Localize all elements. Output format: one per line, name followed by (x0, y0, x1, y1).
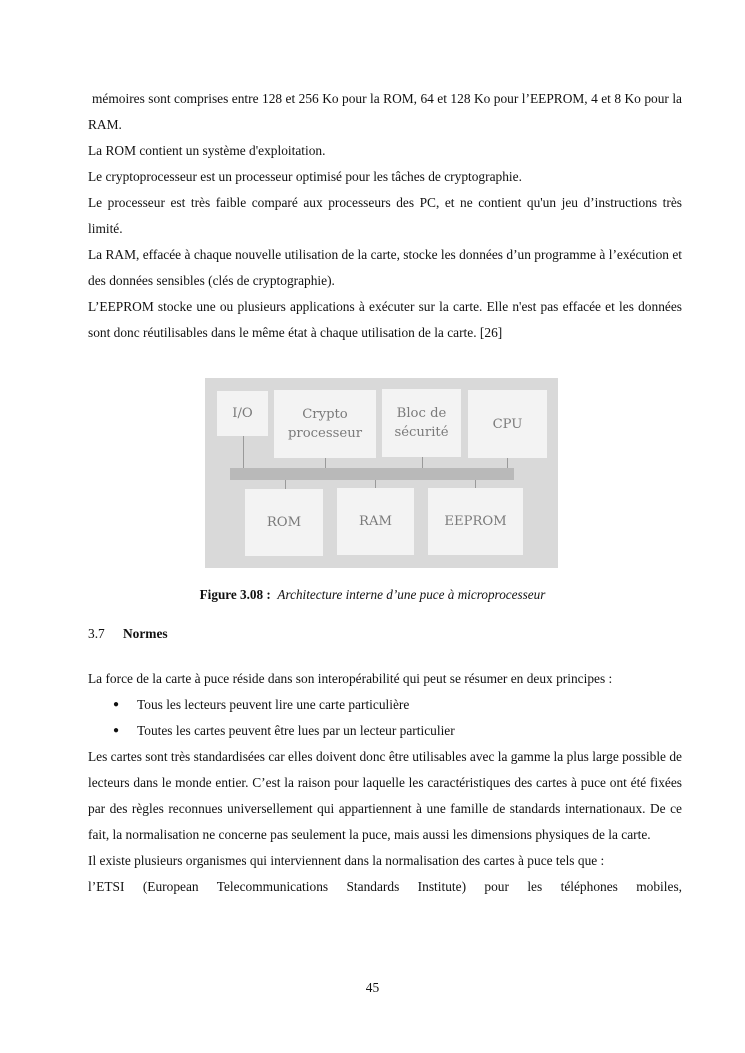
bus-connector (243, 436, 244, 468)
principles-list (88, 692, 682, 744)
figure-caption (0, 587, 745, 603)
paragraph-ram: La RAM, effacée à chaque nouvelle utilisation de la carte, stocke les données d’un programme à l’exécution et des données sensibles (clés de cryptographie). (88, 247, 682, 288)
block-eeprom: EEPROM (428, 488, 523, 555)
paragraph-organizations: Il existe plusieurs organismes qui interviennent dans la normalisation des cartes à puce tels que : (88, 853, 605, 868)
block-ram: RAM (337, 488, 414, 555)
paragraph-eeprom: L’EEPROM stocke une ou plusieurs applications à exécuter sur la carte. Elle n'est pas effacée et les données sont donc réutilisables dans le même état à chaque utilisation de la carte. [26] (88, 299, 682, 340)
bus-connector (507, 458, 508, 468)
list-item-text: Tous les lecteurs peuvent lire une carte particulière (137, 697, 410, 712)
figure-caption-text: Architecture interne d’une puce à microprocesseur (277, 587, 546, 602)
bus-connector (475, 480, 476, 488)
bus-connector (375, 480, 376, 488)
section-number: 3.7 (88, 626, 105, 641)
paragraph-cryptoprocessor: Le cryptoprocesseur est un processeur optimisé pour les tâches de cryptographie. (88, 169, 522, 184)
bullet-icon: ● (113, 699, 120, 710)
block-rom: ROM (245, 489, 323, 556)
block-crypto-processor: Crypto processeur (274, 390, 376, 458)
page-number: 45 (365, 980, 380, 995)
bus-connector (285, 480, 286, 489)
figure-label: Figure 3.08 : (199, 587, 271, 602)
block-io: I/O (217, 391, 268, 436)
bus-connector (325, 458, 326, 468)
bullet-icon: ● (113, 725, 120, 736)
list-item-text: Toutes les cartes peuvent être lues par un lecteur particulier (137, 723, 455, 738)
paragraph-standardization: Les cartes sont très standardisées car elles doivent donc être utilisables avec la gamme la plus large possible de lecteurs dans le monde entier. C’est la raison pour laquelle les caractéristiques des cartes à puce ont été fixées par des règles reconnues universellement qui appartiennent à une famille de standards internationaux. De ce fait, la normalisation ne concerne pas seulement la puce, mais aussi les dimensions physiques de la carte. (88, 749, 682, 842)
top-text-block (88, 86, 682, 346)
architecture-diagram (205, 378, 558, 568)
paragraph-etsi: l’ETSI (European Telecommunications Standards Institute) pour les téléphones mobiles, (88, 879, 682, 894)
section-title: Normes (123, 626, 168, 641)
paragraph-memory-sizes: mémoires sont comprises entre 128 et 256 Ko pour la ROM, 64 et 128 Ko pour l’EEPROM, 4 et 8 Ko pour la RAM. (88, 91, 682, 132)
bus-connector (422, 457, 423, 468)
data-bus (230, 468, 514, 480)
paragraph-processor: Le processeur est très faible comparé aux processeurs des PC, et ne contient qu'un jeu d’instructions très limité. (88, 195, 682, 236)
list-item (88, 692, 682, 718)
block-cpu: CPU (468, 390, 547, 458)
block-security: Bloc de sécurité (382, 389, 461, 457)
paragraph-rom: La ROM contient un système d'exploitation. (88, 143, 326, 158)
section-heading (88, 626, 168, 642)
bottom-text-block (88, 666, 682, 900)
paragraph-intro: La force de la carte à puce réside dans son interopérabilité qui peut se résumer en deux principes : (88, 671, 613, 686)
list-item (88, 718, 682, 744)
